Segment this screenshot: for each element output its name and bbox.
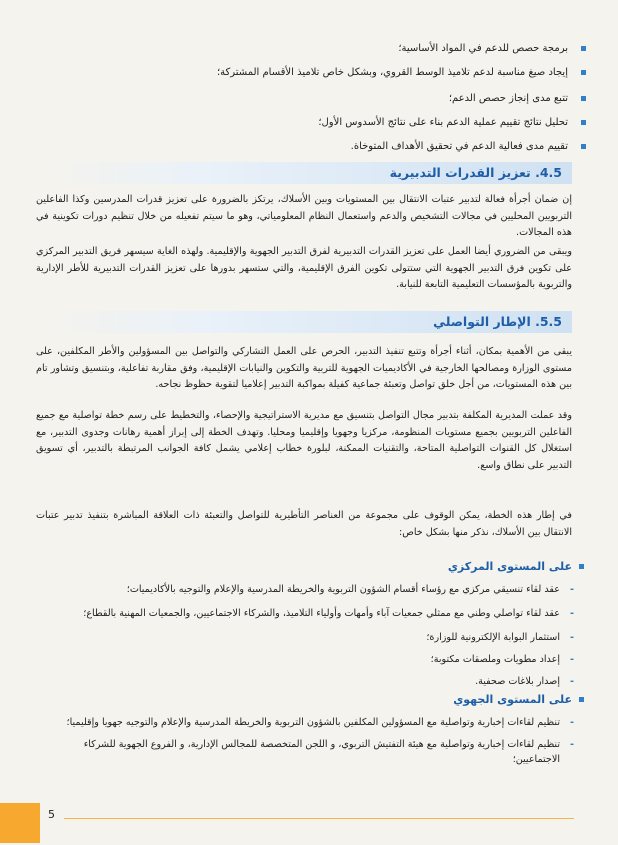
list-item: تتبع مدى إنجاز حصص الدعم؛ [52,92,572,106]
dash-bullet-icon: - [570,608,574,619]
list-item: - تنظيم لقاءات إخبارية وتواصلية مع هيئة التفتيش التربوي، و اللجن المتخصصة للمجالس الإدارية، و الفروع الجهوية للشركاء الاجتماعيين؛ [83,739,574,765]
bullet-square-icon [581,96,586,101]
bullet-square-icon [579,697,584,702]
paragraph: يبقى من الأهمية بمكان، أثناء أجرأة وتتبع تنفيذ التدبير، الحرص على العمل التشاركي والتواصل بين المسؤولين والأطر المكلفين، على مستوى الوزارة ومصالحها الخارجية في الأكاديميات الجهوية للتربية والتكوين والنيابات الإقليمية، وفق مقاربة تفاعلية، وبتنسيق وتشاور تام بين هذه المستويات، من أجل خلق تواصل وتعبئة جماعية كفيلة بمواكبة التدبير إعلاميا لتقوية حظوظ نجاحه. [36,346,572,390]
dash-bullet-icon: - [570,676,574,687]
list-item: - إصدار بلاغات صحفية. [475,676,574,687]
paragraph: إن ضمان أجرأة فعالة لتدبير عتبات الانتقال بين المستويات وبين الأسلاك، يرتكز بالضرورة على تعزيز قدرات المدرسين وكذا الفاعلين التربويين المحليين في مجالات التشخيص والدعم واستعمال النظام المعلومياتي، وهو ما سيتم تفعيله من خلال تنظيم دورات تكوينية في هذه المجالات. [36,194,572,238]
list-item: - عقد لقاء تنسيقي مركزي مع رؤساء أقسام الشؤون التربوية والخريطة المدرسية والإعلام والتوجيه بالأكاديميات؛ [126,584,574,595]
subheading-central: على المستوى المركزي [52,560,572,574]
list-item: إيجاد صيغ مناسبة لدعم تلاميذ الوسط القروي، وبشكل خاص تلاميذ الأقسام المشتركة؛ [52,66,572,80]
bullet-square-icon [581,70,586,75]
paragraph: ويبقى من الضروري أيضا العمل على تعزيز القدرات التدبيرية لفرق التدبير الجهوية والإقليمية. ولهذه الغاية سيسهر فريق التدبير المركزي على تكوين فرق التدبير الجهوية التي ستتولى تكوين الفرق الإقليمية، والتي ستسهر بدورها على تعزيز القدرات التدبيرية للأطر الإدارية والتربوية بالمؤسسات التعليمية التابعة للنيابة. [36,246,572,290]
section-heading: 4.5. تعزيز القدرات التدبيرية [51,162,572,184]
subheading-regional: على المستوى الجهوي [52,693,572,707]
list-item: - استثمار البوابة الإلكترونية للوزارة؛ [426,632,574,643]
bullet-square-icon [581,144,586,149]
list-item: تقييم مدى فعالية الدعم في تحقيق الأهداف المتوخاة. [52,140,572,154]
page-number: 5 [48,808,55,821]
list-item: - إعداد مطويات وملصقات مكتوبة؛ [430,654,574,665]
dash-bullet-icon: - [570,739,574,750]
dash-bullet-icon: - [570,717,574,728]
bullet-square-icon [579,564,584,569]
bullet-square-icon [581,46,586,51]
dash-bullet-icon: - [570,584,574,595]
list-item: برمجة حصص للدعم في المواد الأساسية؛ [52,42,572,56]
footer-accent-block [0,803,40,843]
list-item: - تنظيم لقاءات إخبارية وتواصلية مع المسؤولين المكلفين بالشؤون التربوية والخريطة المدرسية والإعلام والتوجيه جهويا وإقليميا؛ [66,717,574,728]
dash-bullet-icon: - [570,654,574,665]
list-item: - عقد لقاء تواصلي وطني مع ممثلي جمعيات آباء وأمهات وأولياء التلاميذ، والشركاء الاجتماعيين، والجمعيات المهنية بالقطاع؛ [83,608,574,619]
footer-divider [64,818,574,819]
paragraph: وقد عملت المديرية المكلفة بتدبير مجال التواصل بتنسيق مع مديرية الاستراتيجية والإحصاء، والتخطيط على رسم خطة تواصلية مع جميع الفاعلين التربويين بجميع مستويات المنظومة، مركزيا وجهويا وإقليميا ومحليا. وتهدف الخطة إلى إبراز أهمية رهانات وجدوى التدبير، مع استغلال كل القنوات التواصلية المتاحة، والتقنيات الممكنة، لبلورة خطاب إعلامي يشمل كافة الجوانب المرتبطة بالتدبير، أي تسويق التدبير على نطاق واسع. [36,410,572,471]
section-heading: 5.5. الإطار التواصلي [51,311,572,333]
list-item: تحليل نتائج تقييم عملية الدعم بناء على نتائج الأسدوس الأول؛ [52,116,572,130]
dash-bullet-icon: - [570,632,574,643]
paragraph: في إطار هذه الخطة، يمكن الوقوف على مجموعة من العناصر التأطيرية للتواصل والتعبئة ذات العلاقة المباشرة بتنفيذ تدبير عتبات الانتقال بين الأسلاك، نذكر منها بشكل خاص: [36,510,572,538]
bullet-square-icon [581,120,586,125]
